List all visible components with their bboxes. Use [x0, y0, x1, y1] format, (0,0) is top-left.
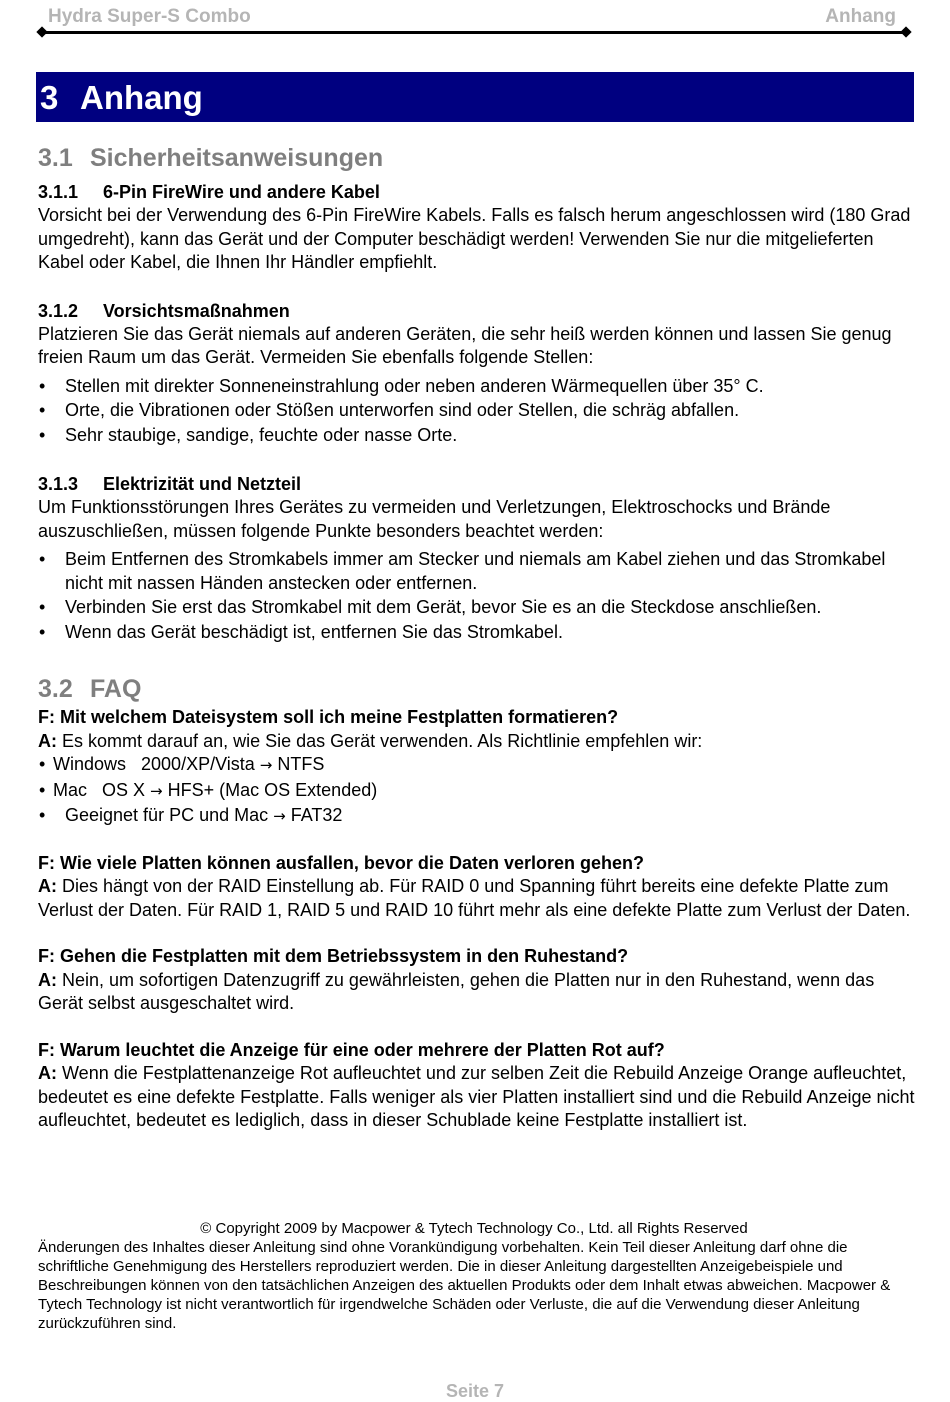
answer-text: Es kommt darauf an, wie Sie das Gerät verwenden. Als Richtlinie empfehlen wir:	[62, 730, 703, 751]
os-name: Windows 2000/XP/Vista	[53, 754, 255, 774]
arrow-right-icon: →	[259, 756, 273, 774]
disclaimer-text: Änderungen des Inhaltes dieser Anleitung sind ohne Vorankündigung vorbehalten. Kein Teil dieser Anleitung darf ohne die schriftliche Genehmigung des Herstellers reproduziert werden. Die in dieser Anleitung dargestellten Anzeigebeispiele und Beschreibungen können von den tatsächlichen Anzeigen des aktuellen Produkts oder dem Inhalt etwas abweichen. Macpower & Tytech Technology ist nicht verantwortlich für irgendwelche Schäden oder Verluste, die auf die Verwendung dieser Anleitung zurückzuführen sind.	[38, 1239, 891, 1332]
list-item: • Verbinden Sie erst das Stromkabel mit dem Gerät, bevor Sie es an die Steckdose anschließen.	[38, 596, 918, 620]
section-number: 3.1	[38, 144, 73, 172]
subsection-heading-3-1-3	[38, 472, 918, 496]
faq-answer	[38, 1062, 918, 1133]
list-item: • Wenn das Gerät beschädigt ist, entfernen Sie das Stromkabel.	[38, 621, 918, 645]
faq-question: F: Mit welchem Dateisystem soll ich meine Festplatten formatieren?	[38, 707, 619, 727]
running-header-title: Hydra Super-S Combo	[48, 6, 251, 27]
faq-question: F: Wie viele Platten können ausfallen, bevor die Daten verloren gehen?	[38, 852, 644, 873]
list-item: • Beim Entfernen des Stromkabels immer am Stecker und niemals am Kabel ziehen und das Stromkabel nicht mit nassen Händen anstecken oder entfernen.	[38, 548, 918, 595]
faq-list	[38, 706, 918, 1133]
section-heading-3-1	[38, 141, 918, 175]
os-name: Mac OS X	[53, 779, 146, 800]
answer-text: Nein, um sofortigen Datenzugriff zu gewährleisten, gehen die Platten nur in den Ruhestand, wenn das Gerät selbst ausgeschaltet wird.	[38, 969, 875, 1013]
subsection-number: 3.1.3	[38, 474, 79, 494]
subsection-title: Elektrizität und Netzteil	[103, 474, 302, 494]
list-item: • Orte, die Vibrationen oder Stößen unterworfen sind oder Stellen, die schräg abfallen.	[38, 399, 918, 423]
list-item	[38, 753, 918, 778]
subsection-number: 3.1.2	[38, 300, 79, 321]
faq-answer	[38, 969, 918, 1016]
page-number: Seite 7	[445, 1381, 505, 1401]
paragraph-precautions: Platzieren Sie das Gerät niemals auf anderen Geräten, die sehr heiß werden können und lassen Sie genug freien Raum um das Gerät. Vermeiden Sie ebenfalls folgende Stellen:	[38, 323, 892, 367]
list-item	[38, 779, 918, 804]
subsection-title: 6-Pin FireWire und andere Kabel	[103, 182, 380, 202]
rule-diamond-left	[36, 26, 47, 37]
answer-label: A:	[38, 730, 57, 751]
copyright-notice: © Copyright 2009 by Macpower & Tytech Technology Co., Ltd. all Rights Reserved	[200, 1220, 748, 1237]
faq-question: F: Warum leuchtet die Anzeige für eine oder mehrere der Platten Rot auf?	[38, 1039, 665, 1060]
answer-text: Dies hängt von der RAID Einstellung ab. Für RAID 0 und Spanning führt bereits eine defekte Platte zum Verlust der Daten. Für RAID 1, RAID 5 und RAID 10 führt mehr als eine defekte Platte zum Verlust der Daten.	[38, 876, 911, 920]
electricity-list	[38, 548, 918, 644]
chapter-number: 3	[40, 79, 59, 116]
rule-diamond-right	[900, 26, 911, 37]
subsection-number: 3.1.1	[38, 182, 79, 202]
answer-label: A:	[38, 1063, 57, 1083]
list-item: • Stellen mit direkter Sonneneinstrahlung oder neben anderen Wärmequellen über 35° C.	[38, 375, 918, 399]
answer-text: Wenn die Festplattenanzeige Rot aufleuchtet und zur selben Zeit die Rebuild Anzeige Orange aufleuchtet, bedeutet es eine defekte Festplatte. Falls weniger als vier Platten installiert sind und die Rebuild Anzeige nicht aufleuchtet, bedeutet es lediglich, dass in dieser Schublade keine Festplatte installiert ist.	[38, 1063, 915, 1130]
chapter-title: Anhang	[80, 79, 203, 116]
paragraph-electricity: Um Funktionsstörungen Ihres Gerätes zu vermeiden und Verletzungen, Elektroschocks und Brände auszuschließen, müssen folgende Punkte besonders beachtet werden:	[38, 497, 831, 541]
running-header-section: Anhang	[825, 6, 896, 27]
list-item: • Sehr staubige, sandige, feuchte oder nasse Orte.	[38, 424, 918, 448]
section-title: Sicherheitsanweisungen	[90, 144, 384, 172]
paragraph-firewire: Vorsicht bei der Verwendung des 6-Pin FireWire Kabels. Falls es falsch herum angeschlossen wird (180 Grad umgedreht), kann das Gerät und der Computer beschädigt werden! Verwenden Sie nur die mitgelieferten Kabel oder Kabel, die Ihnen Ihr Händler empfiehlt.	[38, 205, 911, 272]
faq-question: F: Gehen die Festplatten mit dem Betriebssystem in den Ruhestand?	[38, 946, 629, 966]
list-item	[38, 804, 918, 829]
footer	[38, 1219, 910, 1333]
section-number: 3.2	[38, 675, 73, 703]
faq-answer	[38, 875, 918, 922]
filesystem-name: NTFS	[277, 754, 325, 774]
arrow-right-icon: →	[150, 781, 163, 800]
answer-label: A:	[38, 969, 57, 990]
filesystem-list	[38, 753, 918, 829]
chapter-heading	[36, 72, 914, 122]
filesystem-name: HFS+ (Mac OS Extended)	[167, 779, 378, 800]
subsection-heading-3-1-2	[38, 299, 918, 323]
precautions-list	[38, 375, 918, 448]
page-content	[38, 141, 918, 1133]
subsection-title: Vorsichtsmaßnahmen	[103, 300, 290, 321]
faq-answer	[38, 730, 918, 754]
filesystem-name: FAT32	[290, 805, 343, 825]
answer-label: A:	[38, 876, 57, 896]
os-name: Geeignet für PC und Mac	[65, 805, 269, 825]
section-title: FAQ	[90, 675, 142, 703]
section-heading-3-2	[38, 672, 918, 706]
arrow-right-icon: →	[273, 807, 286, 825]
header-rule	[43, 31, 906, 34]
subsection-heading-3-1-1	[38, 180, 918, 204]
